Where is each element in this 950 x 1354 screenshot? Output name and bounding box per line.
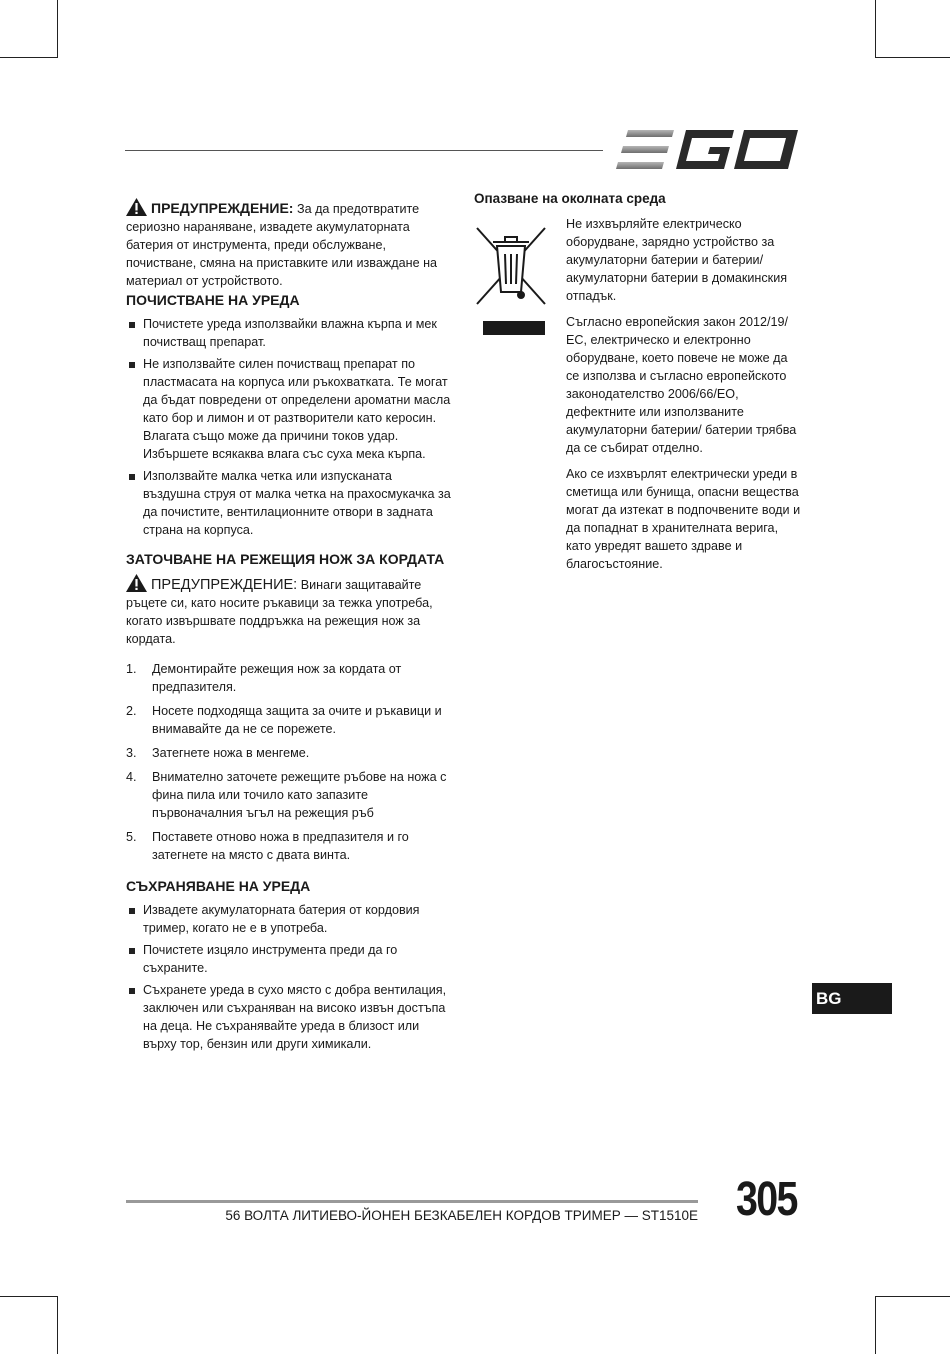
step-item [126,768,452,822]
list-item: Почистете уреда използвайки влажна кърпа и мек почистващ препарат. [126,315,452,351]
list-item: Съхранете уреда в сухо място с добра вентилация, заключен или съхраняван на високо извън достъпа на деца. Не съхранявайте уреда в близост или върху тор, бензин или други химикали. [126,981,452,1053]
page-number: 305 [736,1173,797,1226]
language-tab: BG [812,983,892,1014]
step-number: 3. [126,746,137,760]
list-item: Не използвайте силен почистващ препарат по пластмасата на корпуса или ръкохватката. Те могат да бъдат повредени от определени ароматни масла като бор и лимон и от разтворители като керосин. Влагата също може да причини токов удар. Избършете всякаква влага със суха мека кърпа. [126,355,452,463]
step-text: Носете подходяща защита за очите и ръкавици и внимавайте да не се порежете. [152,704,442,736]
storage-heading: СЪХРАНЯВАНЕ НА УРЕДА [126,878,311,894]
step-item [126,702,452,738]
warning-triangle-icon [126,574,147,592]
step-text: Демонтирайте режещия нож за кордата от предпазителя. [152,662,402,694]
storage-list [126,901,452,1053]
environment-paragraph: Не изхвърляйте електрическо оборудване, зарядно устройство за акумулаторни батерии и батерии/ акумулаторни батерии в домакинския отпадък. [566,217,788,303]
step-text: Поставете отново ножа в предпазителя и го затегнете на място с двата винта. [152,830,409,862]
crop-mark [875,1296,876,1354]
step-item [126,828,452,864]
sharpening-warning [126,574,452,648]
crop-mark [0,57,58,58]
step-number: 2. [126,704,137,718]
environment-paragraph: Съгласно европейския закон 2012/19/ЕС, електрическо и електронно оборудване, което повече не може да се използва и съгласно европейското законодателство 2006/66/ЕО, дефектните или използваните акумулаторни батерии/ батерии трябва да се събират отделно. [566,315,797,455]
left-column [126,198,452,1063]
sharpening-steps [126,660,452,864]
footer-product-title: 56 ВОЛТА ЛИТИЕВО-ЙОНЕН БЕЗКАБЕЛЕН КОРДОВ ТРИМЕР — ST1510E [225,1208,698,1223]
step-item [126,660,452,696]
bin-underline-bar [483,321,545,335]
crop-mark [57,0,58,58]
cleaning-list [126,315,452,539]
list-item: Използвайте малка четка или изпусканата въздушна струя от малка четка на прахосмукачка за да почистите, вентилационните отвори в задната страна на корпуса. [126,467,452,539]
crop-mark [0,1296,58,1297]
environment-paragraph: Ако се изхвърлят електрически уреди в сметища или бунища, опасни вещества могат да изтекат в подпочвените води и да попаднат в хранителната верига, като увредят вашето здраве и благосъстояние. [566,467,801,571]
warning-triangle-icon [126,198,147,216]
crop-mark [875,57,950,58]
cleaning-heading: ПОЧИСТВАНЕ НА УРЕДА [126,292,300,308]
ego-logo [616,127,800,173]
warning-label: ПРЕДУПРЕЖДЕНИЕ: [151,577,298,593]
list-item: Почистете изцяло инструмента преди да го съхраните. [126,941,452,977]
step-text: Затегнете ножа в менгеме. [152,746,310,760]
right-column [566,215,804,581]
warning-text: Винаги защитавайте ръцете си, като носите ръкавици за тежка употреба, когато извършвате поддръжка на режещия нож за кордата. [126,578,433,646]
header-rule [125,150,603,151]
footer-rule [126,1200,698,1203]
step-number: 1. [126,662,137,676]
step-item [126,744,452,762]
step-number: 5. [126,830,137,844]
crop-mark [875,0,876,58]
sharpening-heading: ЗАТОЧВАНЕ НА РЕЖЕЩИЯ НОЖ ЗА КОРДАТА [126,551,445,567]
crop-mark [875,1296,950,1297]
crossed-out-wheelie-bin-icon [475,226,547,306]
crop-mark [57,1296,58,1354]
warning-text: За да предотвратите сериозно нараняване, извадете акумулаторната батерия от инструмента, преди обслужване, почистване, смяна на приставките или изваждане на материал от устройството. [126,202,438,288]
warning-label: ПРЕДУПРЕЖДЕНИЕ: [151,200,294,216]
list-item: Извадете акумулаторната батерия от кордовия тример, когато не е в употреба. [126,901,452,937]
step-number: 4. [126,770,137,784]
environment-heading: Опазване на околната среда [474,191,666,206]
warning-paragraph [126,198,452,290]
step-text: Внимателно заточете режещите ръбове на ножа с фина пила или точило като запазите първоначалния ъгъл на режещия ръб [152,770,447,820]
